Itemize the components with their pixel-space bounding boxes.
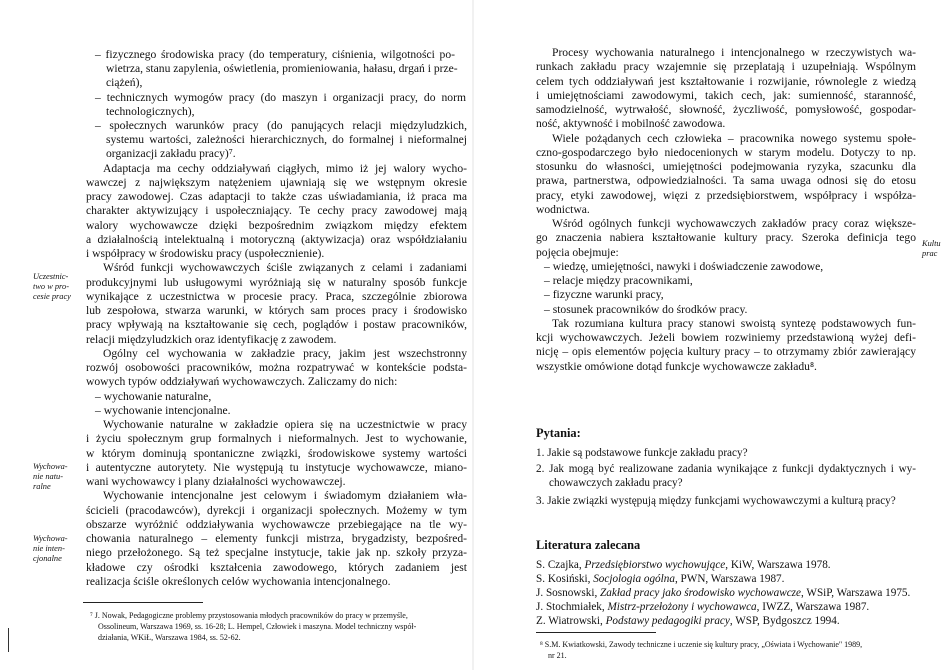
text-line: i życiu społecznym grup formalnych i nieformalnych. Jest to wychowanie, (86, 432, 467, 445)
margin-note: nie natu- (33, 472, 64, 481)
margin-note: Wychowa- (33, 534, 68, 543)
margin-note: Uczestnic- (33, 272, 69, 281)
text-line: walory wychowawcze dzięki bezpośrednim związkom między efektem (86, 219, 467, 232)
text-line: ścicieli (pracodawców), dyrekcji i organizacji społecznych. Możemy w tym (86, 504, 467, 517)
text-line: – relacje między pracownikami, (544, 274, 693, 287)
footnote-line: Ossolineum, Warszawa 1969, ss. 16-28; L. Hempel, Człowiek i maszyna. Model techniczny współ- (98, 622, 417, 631)
literature-item: J. Sosnowski, Zakład pracy jako środowisko wychowawcze, WSiP, Warszawa 1975. (536, 587, 911, 599)
text-line: pojęcia obejmuje: (536, 246, 619, 259)
text-line: Wychowanie intencjonalne jest celowym i świadomym działaniem wła- (103, 489, 467, 502)
literature-heading: Literatura zalecana (536, 538, 641, 552)
questions-heading: Pytania: (536, 426, 581, 440)
text-line: samodzielność, wytrwałość, słowność, życzliwość, pomysłowość, gospodar- (536, 103, 916, 116)
text-line: organizacji zakładu pracy)⁷. (106, 147, 236, 160)
footnote-rule (83, 602, 203, 603)
margin-note: two w pro- (33, 282, 69, 291)
text-line: – wychowanie naturalne, (95, 390, 212, 403)
text-line: – fizycznego środowiska pracy (do temperatury, ciśnienia, wilgotności po- (95, 48, 455, 61)
text-line: wani wychowawcy i plany działalności wychowawczej. (86, 475, 346, 488)
text-line: runkach zakładu pracy wzajemnie się przeplatają i uzupełniają. Wspólnym (536, 60, 916, 73)
margin-note: ralne (33, 482, 51, 491)
footnote-rule (536, 632, 656, 633)
text-line: – wychowanie intencjonalne. (95, 404, 231, 417)
text-line: go znaczenia nabiera kształtowanie kultury pracy. Szeroka definicja tego (536, 231, 916, 244)
text-line: produkcyjnymi lub usługowymi wyróżniają się w naturalny sposób funkcje (86, 276, 467, 289)
text-line: pracy zawodowej. Czas adaptacji to także czas uświadamiania, iż praca ma (86, 190, 467, 203)
text-line: Wśród ogólnych funkcji wychowawczych zakładów pracy coraz większe- (552, 217, 916, 230)
text-line: pracy, etyki zawodowej, więzi z przedsiębiorstwem, współpracy i współza- (536, 189, 916, 202)
text-line: lub zespołowa, stwarza warunki, w których sam proces pracy i środowisko (86, 304, 467, 317)
margin-note: cjonalne (33, 554, 62, 563)
footnote-line: ⁷ J. Nowak, Pedagogiczne problemy przystosowania młodych pracowników do pracy w przemyśle, (90, 611, 408, 620)
text-line: systemu wartości, zależności hierarchicznych, do formalnej i nieformalnej (106, 133, 467, 146)
question-item: 1. Jakie są podstawowe funkcje zakładu pracy? (536, 447, 748, 459)
text-line: wowych typów oddziaływań wychowawczych. Zaliczamy do nich: (86, 375, 398, 388)
text-line: wszystkie omówione dotąd funkcje wychowawcze zakładu⁸. (536, 360, 817, 373)
question-item: 2. Jak mogą być realizowane zadania wynikające z funkcji dydaktycznych i wy- (536, 463, 916, 475)
text-line: i współpracy w środowisku pracy (uspołecznienie). (86, 247, 325, 260)
text-line: relacji międzyludzkich oraz identyfikację z zawodem. (86, 333, 337, 346)
text-line: a działalnością intelektualną i motoryczną (aktywizacja) oraz współdziałaniu (86, 233, 467, 246)
text-line: wawczej z największym natężeniem ujawniają się we wstępnym okresie (86, 176, 467, 189)
text-line: ciążeń), (106, 76, 143, 89)
text-line: czno-gospodarczego było niedocenionych w starym modelu. Dotyczy to np. (536, 146, 916, 159)
text-line: i autentyczne autorytety. Nie występują tu instytucje wychowawcze, miano- (86, 461, 467, 474)
footnote-line: ⁸ S.M. Kwiatkowski, Zawody techniczne i uczenie się kultury pracy, „Oświata i Wychowanie" 1989, (540, 640, 863, 649)
text-line: nicję – opis elementów pojęcia kultury pracy – to otrzymamy zbiór zawierający (536, 345, 916, 358)
text-line: charakter aktywizujący i uspołeczniający. Te cechy pracy zawodowej mają (86, 204, 467, 217)
text-line: chowania naturalnego – elementy funkcji mistrza, brygadzisty, bezpośred- (86, 532, 467, 545)
text-line: wodnictwa. (536, 203, 590, 216)
text-line: Adaptacja ma cechy oddziaływań ciągłych, mimo iż jej walory wycho- (103, 162, 467, 175)
text-line: realizacja ściśle określonych celów wychowania intencjonalnego. (86, 575, 391, 588)
question-item: 3. Jakie związki występują między funkcjami wychowawczymi a kulturą pracy? (536, 495, 896, 507)
text-line: obszarze wyróżnić oddziaływania wychowawcze przebiegające na tle wy- (86, 518, 467, 531)
margin-note: Kultu (922, 239, 941, 248)
text-line: – wiedzę, umiejętności, nawyki i doświadczenie zawodowe, (544, 260, 824, 273)
text-line: pracy wpływają na kształtowanie się cech, poglądów i postaw pracowników, (86, 318, 467, 331)
text-line: prawa, partnerstwa, odpowiedzialności. Ta sama uwaga odnosi się do etosu (536, 174, 916, 187)
text-line: – społecznych warunków pracy (do panujących relacji międzyludzkich, (95, 119, 467, 132)
literature-item: Z. Wiatrowski, Podstawy pedagogiki pracy, WSP, Bydgoszcz 1994. (536, 615, 840, 627)
text-line: Wychowanie naturalne w zakładzie opiera się na uczestnictwie w pracy (103, 418, 467, 431)
margin-note: prac (922, 249, 938, 258)
footnote-line: działania, WKiŁ, Warszawa 1984, ss. 52-62. (98, 633, 241, 642)
text-line: celem tych oddziaływań jest kształtowanie i rozwijanie, równolegle z wiedzą (536, 75, 916, 88)
margin-note: cesie pracy (33, 292, 71, 301)
text-line: Wśród funkcji wychowawczych ściśle związanych z celami i zadaniami (103, 261, 467, 274)
text-line: – stosunek pracowników do środków pracy. (544, 303, 748, 316)
text-line: technologicznych), (106, 105, 195, 118)
text-line: i umiejętnościami zawodowymi, takich cech, jak: sumienność, staranność, (536, 89, 916, 102)
text-line: w którym dominują spontaniczne związki, środowiskowe systemy wartości (86, 447, 467, 460)
literature-item: J. Stochmiałek, Mistrz-przełożony i wychowawca, IWZZ, Warszawa 1987. (536, 601, 870, 613)
text-line: niego przełożonego. Są też specjalne instytucje, takie jak np. szkoły przyza- (86, 546, 467, 559)
text-line: rozwój osobowości pracowników, można rozpatrywać w kontekście podsta- (86, 361, 467, 374)
text-line: – fizyczne warunki pracy, (544, 288, 664, 301)
text-line: stosunku do własności, umiejętności podejmowania ryzyka, szacunku dla (536, 160, 916, 173)
margin-note: nie inten- (33, 544, 65, 553)
text-line: Tak rozumiana kultura pracy stanowi swoistą syntezę podstawowych fun- (552, 317, 916, 330)
question-item-continued: chowawczych zakładu pracy? (549, 477, 683, 489)
text-line: ność, aktywność i mobilność zawodowa. (536, 117, 726, 130)
literature-item: S. Kosiński, Socjologia ogólna, PWN, Warszawa 1987. (536, 573, 785, 585)
page-gutter (472, 0, 474, 670)
footnote-line: nr 21. (548, 651, 567, 660)
text-line: Wiele pożądanych cech człowieka – pracownika nowego systemu społe- (552, 132, 916, 145)
text-line: wynikające z uczestnictwa w procesie pracy. Praca, szczególnie zbiorowa (86, 290, 467, 303)
text-line: kcji wychowawczych. Jeżeli bowiem rozwiniemy przedstawioną wyżej defi- (536, 331, 916, 344)
scan-edge-mark (8, 628, 9, 652)
text-line: kładowe czy ośrodki kształcenia zawodowego, których zadaniem jest (86, 561, 467, 574)
text-line: – technicznych wymogów pracy (do maszyn i organizacji pracy, do norm (95, 91, 466, 104)
literature-item: S. Czajka, Przedsiębiorstwo wychowujące, KiW, Warszawa 1978. (536, 559, 831, 571)
text-line: wietrza, stanu zapylenia, oświetlenia, promieniowania, hałasu, drgań i prze- (106, 62, 458, 75)
text-line: Ogólny cel wychowania w zakładzie pracy, jakim jest wszechstronny (103, 347, 467, 360)
margin-note: Wychowa- (33, 462, 68, 471)
text-line: Procesy wychowania naturalnego i intencjonalnego w rzeczywistych wa- (552, 46, 916, 59)
